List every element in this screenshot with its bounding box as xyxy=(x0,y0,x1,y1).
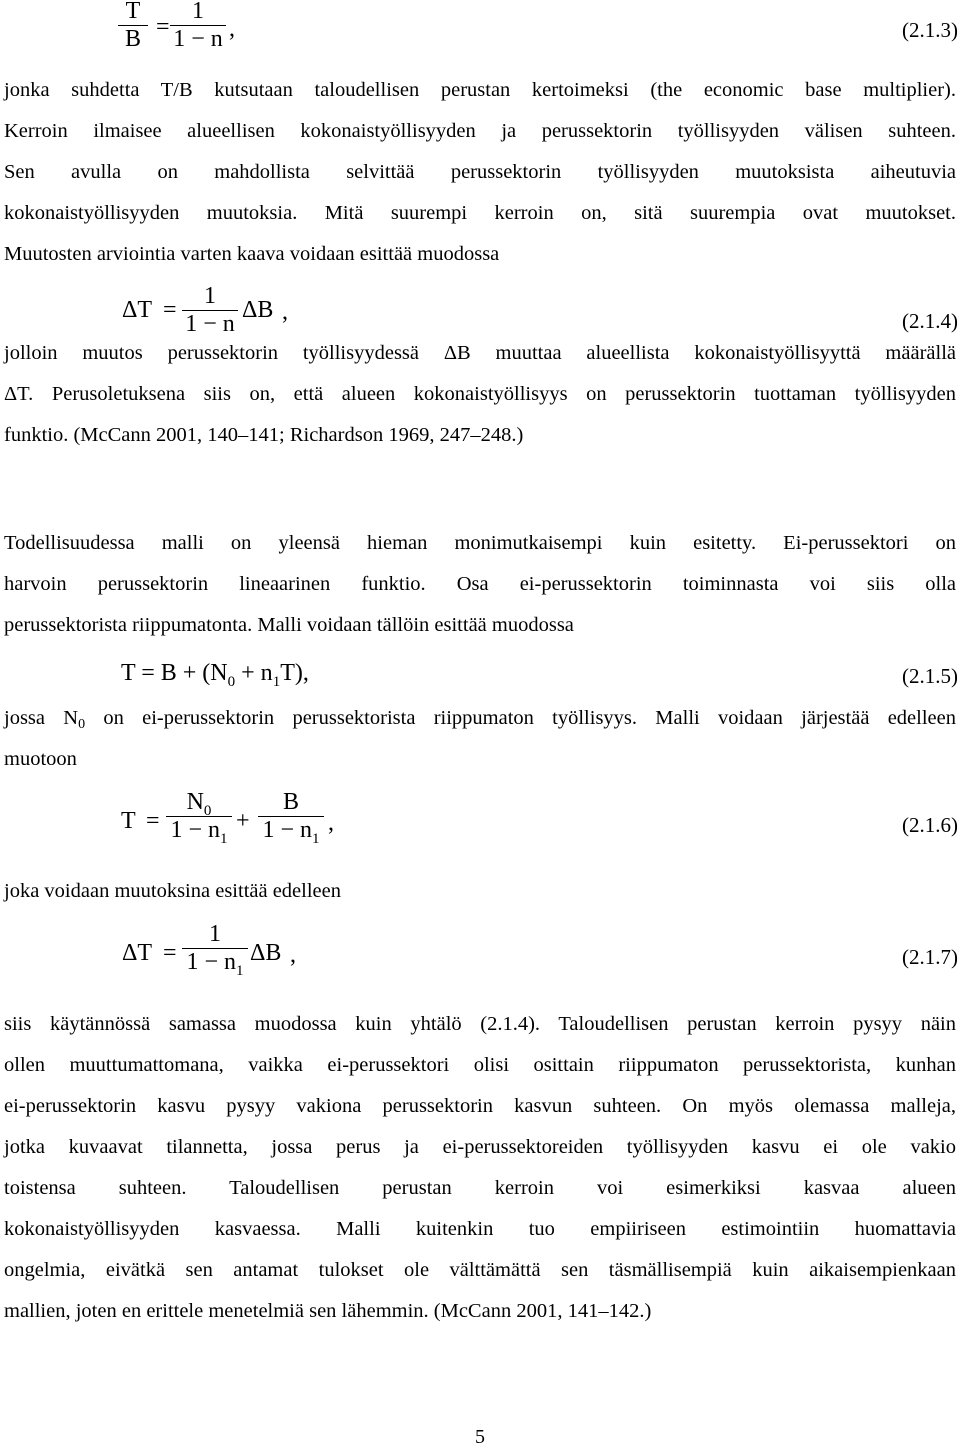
eq216-numerator: N xyxy=(186,789,204,815)
eq213-rhs-fraction xyxy=(170,0,226,53)
subscript: 1 xyxy=(312,831,320,847)
eq213-lhs-numerator: T xyxy=(125,0,141,24)
eq213-equals: = xyxy=(156,14,170,40)
text-line: ollen muuttumattomana, vaikka ei-perussektori olisi osittain riippumaton perussektorista, kunhan xyxy=(4,1054,956,1076)
text-span: jossa N xyxy=(4,707,79,729)
eq214-lhs: ΔT xyxy=(122,297,153,323)
subscript: 0 xyxy=(203,803,212,819)
eq217-rhs: ΔB xyxy=(250,940,282,966)
text-line: mallien, joten en erittele menetelmiä sen lähemmin. (McCann 2001, 141–142.) xyxy=(4,1300,652,1322)
eq216-numerator: B xyxy=(282,789,299,815)
page-number: 5 xyxy=(475,1426,485,1448)
text-line: harvoin perussektorin lineaarinen funktio. Osa ei-perussektorin toiminnasta voi siis olla xyxy=(4,573,956,595)
equation-number: (2.1.7) xyxy=(902,945,958,969)
text-line: toistensa suhteen. Taloudellisen perustan kerroin voi esimerkiksi kasvaa alueen xyxy=(4,1177,956,1199)
eq216-comma: , xyxy=(328,810,334,836)
text-line: muotoon xyxy=(4,748,77,770)
text-line: jonka suhdetta T/B kutsutaan taloudellisen perustan kertoimeksi (the economic base multiplier). xyxy=(4,79,956,101)
text-line: Sen avulla on mahdollista selvittää perussektorin työllisyyden muutoksista aiheutuvia xyxy=(4,161,956,183)
eq217-numerator: 1 xyxy=(209,921,221,947)
eq214-denominator: 1 − n xyxy=(185,311,235,337)
eq214-fraction xyxy=(182,283,238,338)
text-line: joka voidaan muutoksina esittää edelleen xyxy=(4,880,341,902)
eq215-part: T = B + (N xyxy=(121,660,228,686)
text-line: Kerroin ilmaisee alueellisen kokonaistyöllisyyden ja perussektorin työllisyyden välisen suhteen. xyxy=(4,120,956,142)
eq215-expression xyxy=(121,660,309,690)
eq215-comma: , xyxy=(302,660,309,686)
text-line: jotka kuvaavat tilannetta, jossa perus ja ei-perussektoreiden työllisyyden kasvu ei ole vakio xyxy=(4,1136,956,1158)
text-line: kokonaistyöllisyyden kasvaessa. Malli kuitenkin tuo empiiriseen estimointiin huomattavia xyxy=(4,1218,956,1240)
text-line: ei-perussektorin kasvu pysyy vakiona perussektorin kasvun suhteen. On myös olemassa malleja, xyxy=(4,1095,956,1117)
text-line: siis käytännössä samassa muodossa kuin yhtälö (2.1.4). Taloudellisen perustan kerroin pysyy näin xyxy=(4,1013,956,1035)
subscript: 1 xyxy=(220,831,228,847)
eq215-subscript: 1 xyxy=(272,674,281,690)
eq215-part: T) xyxy=(280,660,303,686)
eq217-comma: , xyxy=(290,942,296,968)
subscript: 0 xyxy=(78,717,86,732)
text-line: Muutosten arviointia varten kaava voidaan esittää muodossa xyxy=(4,243,500,265)
eq213-rhs-denominator: 1 − n xyxy=(173,26,223,52)
text-line: ongelmia, eivätkä sen antamat tulokset ole välttämättä sen täsmällisempiä kuin aikaisempienkaan xyxy=(4,1259,956,1281)
text-span: on ei-perussektorin perussektorista riippumaton työllisyys. Malli voidaan järjestää edelleen xyxy=(85,707,956,729)
eq215-subscript: 0 xyxy=(227,674,236,690)
eq214-numerator: 1 xyxy=(204,283,216,309)
eq217-denominator: 1 − n xyxy=(186,949,237,975)
text-line: perussektorista riippumatonta. Malli voidaan tällöin esittää muodossa xyxy=(4,614,574,636)
eq213-lhs-denominator: B xyxy=(124,26,141,52)
text-line: funktio. (McCann 2001, 140–141; Richardson 1969, 247–248.) xyxy=(4,424,524,446)
eq216-denominator: 1 − n xyxy=(170,817,221,843)
equation-number: (2.1.3) xyxy=(902,18,958,42)
eq215-part: + n xyxy=(235,660,273,686)
eq217-lhs: ΔT xyxy=(122,940,153,966)
equation-number: (2.1.4) xyxy=(902,309,958,333)
eq214-rhs: ΔB xyxy=(242,297,274,323)
subscript: 1 xyxy=(236,963,244,979)
eq216-fraction-2 xyxy=(258,789,324,847)
eq213-comma: , xyxy=(229,16,235,42)
eq216-lhs: T xyxy=(121,808,136,834)
equation-number: (2.1.5) xyxy=(902,664,958,688)
text-line: jolloin muutos perussektorin työllisyydessä ΔB muuttaa alueellista kokonaistyöllisyyttä määrällä xyxy=(4,342,956,364)
eq216-plus: + xyxy=(236,808,250,834)
eq213-lhs-fraction xyxy=(118,0,148,53)
eq213-rhs-numerator: 1 xyxy=(192,0,204,24)
eq217-fraction xyxy=(182,921,248,979)
text-line: ΔT. Perusoletuksena siis on, että alueen kokonaistyöllisyys on perussektorin tuottaman työllisyyden xyxy=(4,383,956,405)
eq214-equals: = xyxy=(163,297,177,323)
eq216-denominator: 1 − n xyxy=(262,817,313,843)
eq214-comma: , xyxy=(282,299,288,325)
eq216-equals: = xyxy=(146,808,160,834)
equation-number: (2.1.6) xyxy=(902,813,958,837)
eq217-equals: = xyxy=(163,940,177,966)
text-line: kokonaistyöllisyyden muutoksia. Mitä suurempi kerroin on, sitä suurempia ovat muutokset. xyxy=(4,202,956,224)
eq216-fraction-1 xyxy=(166,789,232,847)
text-line: Todellisuudessa malli on yleensä hieman monimutkaisempi kuin esitetty. Ei-perussektori on xyxy=(4,532,956,554)
